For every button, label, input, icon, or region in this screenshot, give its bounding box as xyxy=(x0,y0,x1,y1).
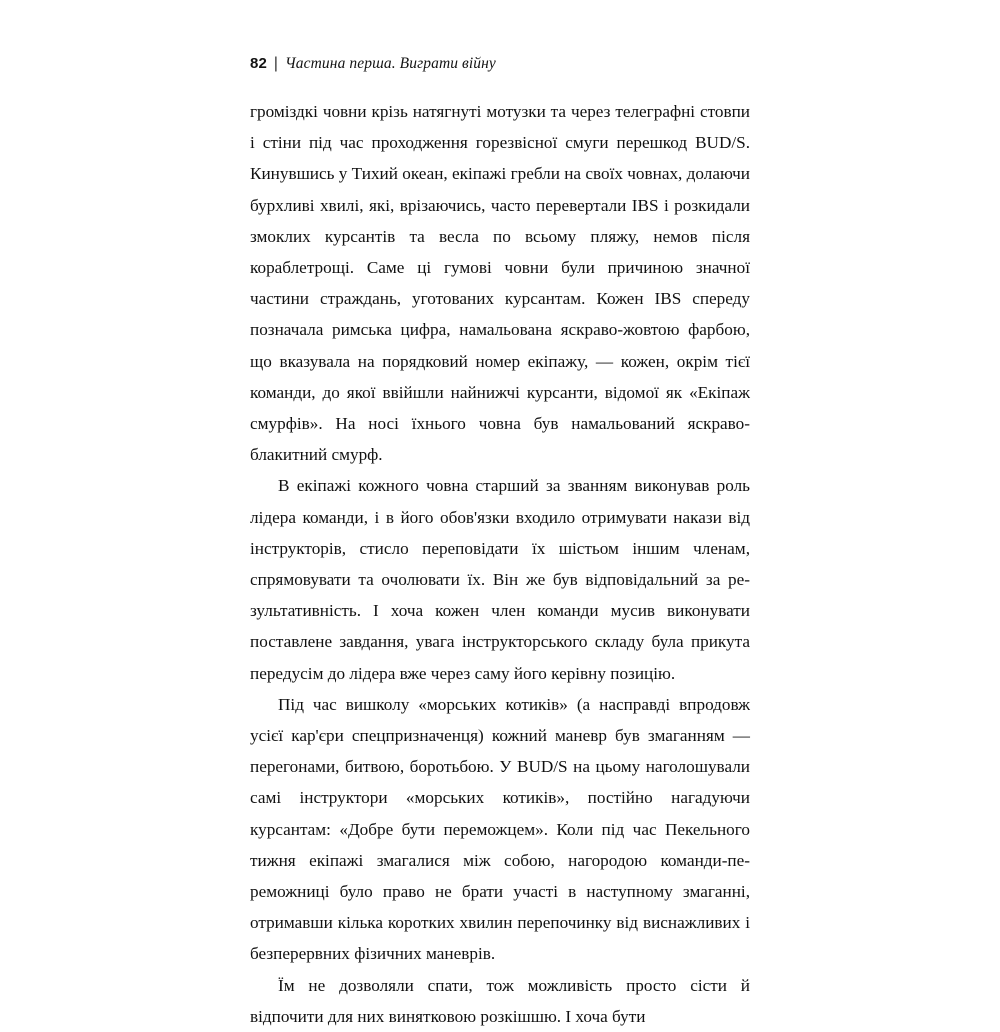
paragraph: Їм не дозволяли спати, тож можливість просто сісти й відпочити для них винятковою розкішшю. І хоча бути xyxy=(250,975,750,1026)
paragraph: В екіпажі кожного човна старший за званням виконував роль лідера команди, і в його обов'язки входило отримувати накази від інструкторів, стисло переповідати їх шістьом іншим членам, спрямовувати та очолювати їх. Він же був відповідальний за результативність. І хоча кожен член команди мусив виконувати поставлене завдання, увага інструкторського складу була прикута передусім до лідера вже через саму його керівну позицію. xyxy=(250,476,750,683)
running-head-separator: | xyxy=(273,55,279,72)
paragraph: громіздкі човни крізь натягнуті мотузки та через телеграфні стовпи і стіни під час проходження горезвісної смуги перешкод BUD/S. Кинувшись у Тихий океан, екіпажі гребли на своїх човнах, долаючи бурхливі хвилі, які, врізаючись, часто перевертали IBS і розкидали змоклих курсантів та весла по всьому пляжу, немов після кораблетрощі. Саме ці гумові човни були причиною значної частини страждань, уготованих курсантам. Кожен IBS спереду позначала римська цифра, намальована яскраво-жовтою фарбою, що вказувала на порядковий номер екіпажу, — кожен, окрім тієї команди, до якої ввійшли найнижчі курсанти, відомої як «Екіпаж смурфів». На носі їхнього човна був намальований яскраво-блакитний смурф. xyxy=(250,102,750,465)
page-number: 82 xyxy=(250,55,267,72)
running-head-title: Частина перша. Виграти війну xyxy=(285,55,496,72)
body-text xyxy=(250,96,750,1032)
paragraph: Під час вишколу «морських котиків» (а насправді впродовж усієї кар'єри спецпризначенця) кожний маневр був змаганням — перегонами, битвою, боротьбою. У BUD/S на цьому наголошували самі інструктори «морських котиків», постійно нагадуючи курсантам: «Добре бути переможцем». Коли під час Пекельного тижня екіпажі змагалися між собою, нагородою команди-переможниці було право не брати участі в наступному змаганні, отримавши кілька коротких хвилин перепочинку від виснажливих і безперервних фізичних маневрів. xyxy=(250,694,750,964)
running-head xyxy=(250,55,750,73)
